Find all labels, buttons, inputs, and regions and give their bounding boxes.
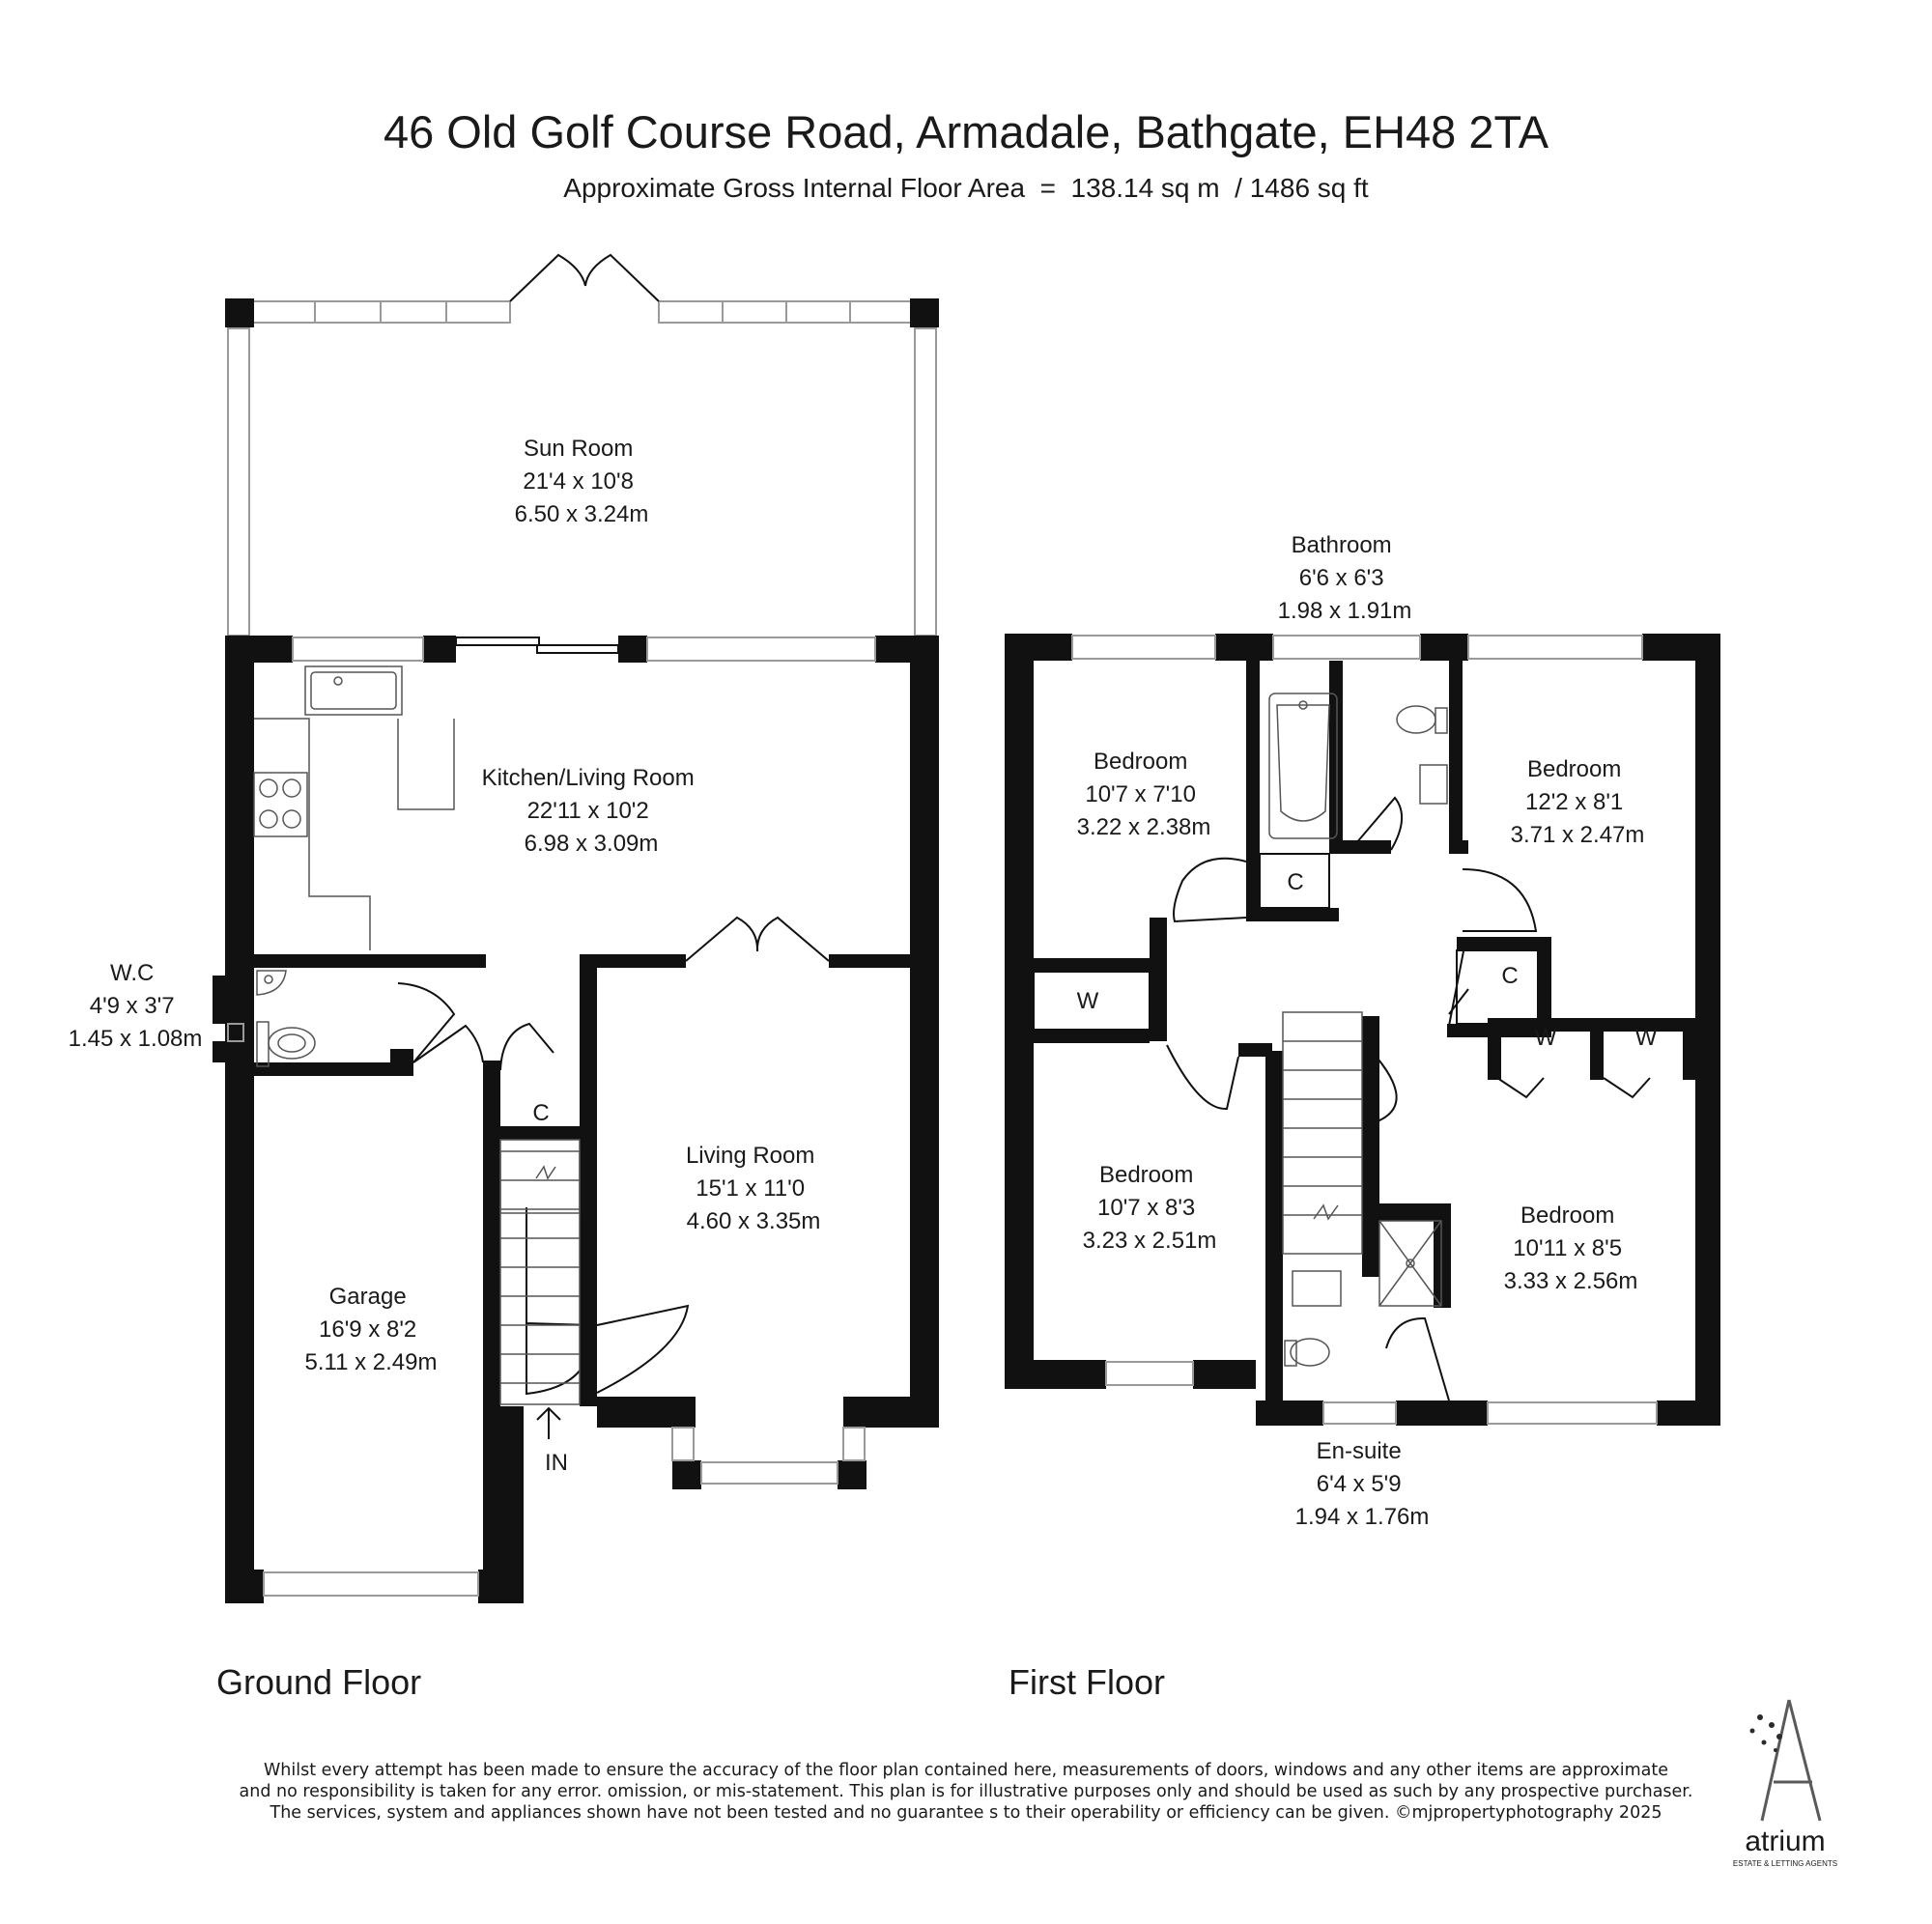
bedroom-3-metric: 3.23 x 2.51m (1082, 1228, 1217, 1254)
sun-room-french-doors (510, 255, 659, 301)
kitchen-metric: 6.98 x 3.09m (524, 831, 659, 857)
living-room-metric: 4.60 x 3.35m (686, 1208, 821, 1234)
first-doors (1167, 798, 1650, 1401)
living-room-name: Living Room (685, 1143, 815, 1169)
garage-name: Garage (328, 1284, 407, 1310)
svg-text:En-suite 6'4 x 5'9 (1295, 1438, 1430, 1530)
logo-a-mark-icon (1762, 1700, 1820, 1821)
living-room-imperial: 15'1 x 11'0 (696, 1175, 806, 1202)
disclaimer-line-1: Whilst every attempt has been made to ensure the accuracy of the floor plan contained here, measurements of doors, windows and any other items are approximate (263, 1761, 1669, 1780)
logo-tagline: ESTATE & LETTING AGENTS (1732, 1859, 1838, 1868)
ensuite-metric: 1.94 x 1.76m (1294, 1504, 1430, 1530)
svg-text:Kitchen/Living Room 22'1 (482, 765, 701, 857)
entrance-arrow-icon (537, 1408, 560, 1439)
ground-cupboard-label: C (532, 1100, 550, 1126)
garage-imperial: 16'9 x 8'2 (319, 1316, 417, 1343)
sun-room-metric: 6.50 x 3.24m (514, 501, 649, 527)
first-floor (1005, 532, 1720, 1530)
bathroom-imperial: 6'6 x 6'3 (1298, 565, 1384, 591)
svg-text:Bedroom 10'11 x 8'5 (1504, 1202, 1638, 1294)
bedroom-4-metric: 3.33 x 2.56m (1503, 1268, 1638, 1294)
entrance-label: IN (545, 1450, 568, 1476)
wc-metric: 1.45 x 1.08m (68, 1026, 203, 1052)
kitchen-sliding-door (456, 637, 618, 653)
bedroom-1-name: Bedroom (1093, 749, 1188, 775)
bathroom-fittings (1269, 693, 1447, 838)
kitchen-name: Kitchen/Living Room (481, 765, 695, 791)
svg-text:Living Room 15'1 x 11'0 (686, 1143, 821, 1234)
wc-imperial: 4'9 x 3'7 (89, 993, 175, 1019)
bedroom-2-metric: 3.71 x 2.47m (1510, 822, 1645, 848)
bathroom-metric: 1.98 x 1.91m (1277, 598, 1412, 624)
plan-subtitle: Approximate Gross Internal Floor Area = 138.14 sq m / 1486 sq ft (563, 173, 1369, 203)
ensuite-name: En-suite (1316, 1438, 1402, 1464)
ensuite-imperial: 6'4 x 5'9 (1316, 1471, 1402, 1497)
wardrobe-3-label: W (1634, 1025, 1658, 1051)
wardrobe-1-label: W (1076, 988, 1099, 1014)
svg-text:Bathroom 6'6 x 6'3 (1278, 532, 1412, 624)
wardrobe-2-label: W (1534, 1025, 1557, 1051)
svg-text:Sun Room 21'4 x 10'8 (515, 436, 649, 527)
wc-name: W.C (110, 960, 155, 986)
svg-text:Bedroom 10'7 x 7'10 (1077, 749, 1211, 840)
garage-metric: 5.11 x 2.49m (304, 1349, 438, 1375)
disclaimer (193, 1760, 1739, 1824)
svg-text:W.C 4'9 x 3'7 1.45 (69, 960, 203, 1052)
svg-text:Bedroom 10'7 x 8'3 (1083, 1162, 1217, 1254)
svg-text:Bedroom 12'2 x 8'1 (1511, 756, 1645, 848)
first-cupboard-2-label: C (1501, 963, 1519, 989)
sun-room-imperial: 21'4 x 10'8 (523, 468, 634, 495)
logo-name: atrium (1745, 1825, 1826, 1857)
ground-stairs (500, 1140, 580, 1404)
ground-floor (69, 255, 939, 1603)
bedroom-3-imperial: 10'7 x 8'3 (1097, 1195, 1196, 1221)
kitchen-imperial: 22'11 x 10'2 (526, 798, 649, 824)
bedroom-1-imperial: 10'7 x 7'10 (1085, 781, 1196, 807)
bedroom-3-name: Bedroom (1098, 1162, 1194, 1188)
wc-fittings (257, 971, 454, 1066)
bedroom-2-name: Bedroom (1526, 756, 1622, 782)
bedroom-4-imperial: 10'11 x 8'5 (1513, 1235, 1623, 1261)
svg-text:Garage 16'9 x 8'2 (305, 1284, 438, 1375)
disclaimer-line-2: and no responsibility is taken for any error. omission, or mis-statement. This plan is for illustrative purposes only and should be used as such by any prospective purchaser. (239, 1782, 1693, 1801)
first-floor-label: First Floor (1009, 1662, 1165, 1702)
bedroom-2-imperial: 12'2 x 8'1 (1525, 789, 1624, 815)
sun-room-name: Sun Room (523, 436, 634, 462)
atrium-logo (1733, 1700, 1837, 1868)
disclaimer-line-3: The services, system and appliances shown have not been tested and no guarantee s to their operability or efficiency can be given. ©mjpropertyphotography 2025 (270, 1803, 1662, 1823)
first-stairs (1283, 1012, 1362, 1254)
bedroom-1-metric: 3.22 x 2.38m (1076, 814, 1211, 840)
first-cupboard-1-label: C (1287, 869, 1304, 895)
ground-floor-label: Ground Floor (216, 1662, 422, 1702)
bedroom-4-name: Bedroom (1520, 1202, 1615, 1229)
plan-title: 46 Old Golf Course Road, Armadale, Bathgate, EH48 2TA (383, 106, 1549, 157)
living-french-doors (686, 918, 829, 961)
bathroom-name: Bathroom (1291, 532, 1392, 558)
kitchen-units (254, 666, 454, 950)
